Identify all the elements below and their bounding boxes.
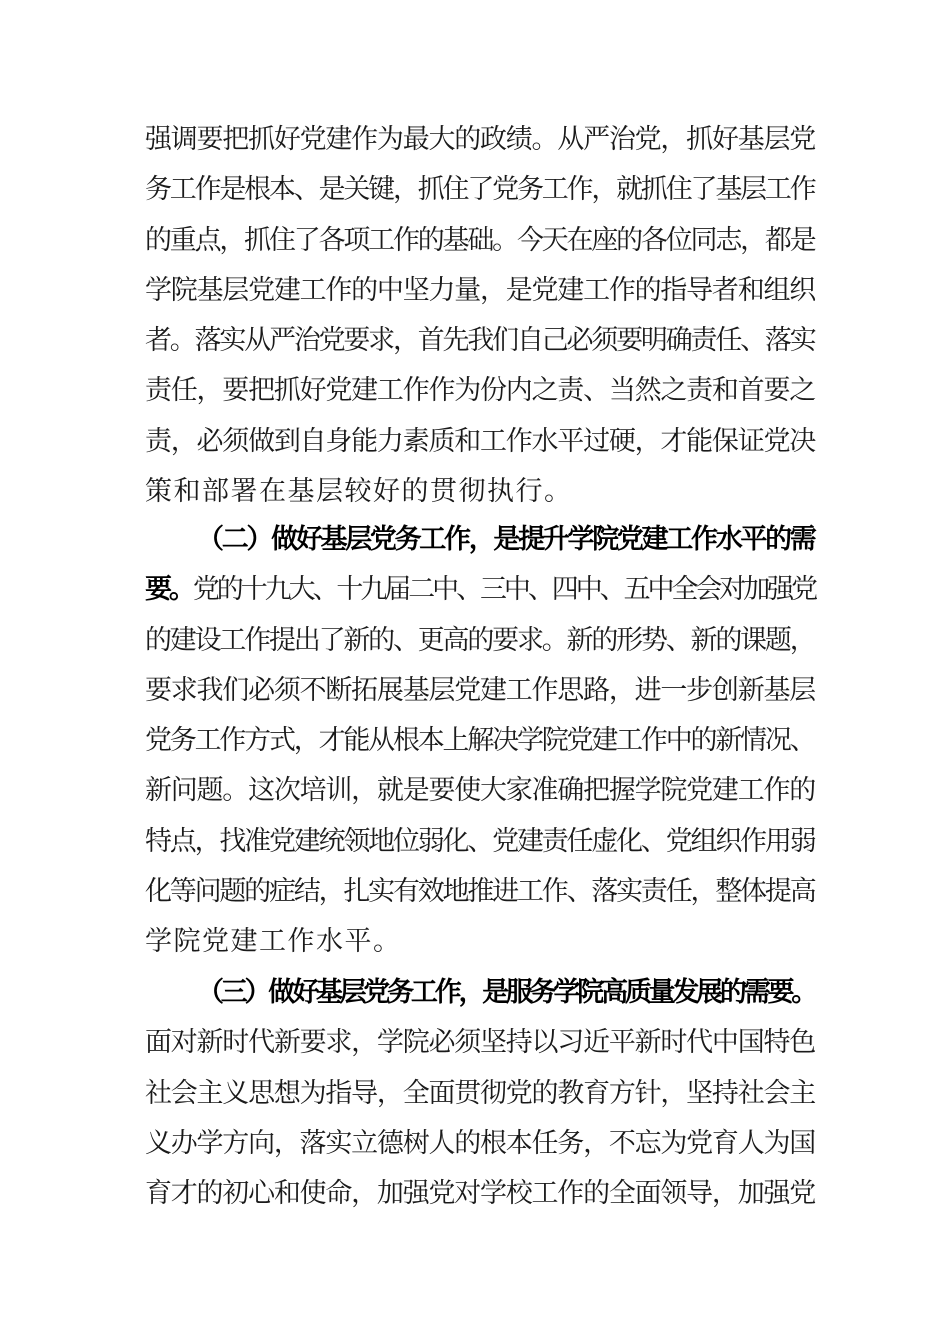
text-line: 学院基层党建工作的中坚力量，是党建工作的指导者和组织 [145, 274, 815, 306]
text-line: 责，必须做到自身能力素质和工作水平过硬，才能保证党决 [145, 425, 815, 457]
text-line: 的重点，抓住了各项工作的基础。今天在座的各位同志，都是 [145, 224, 815, 256]
text-line: 党务工作方式，才能从根本上解决学院党建工作中的新情况、 [145, 725, 815, 757]
text-line: 强调要把抓好党建作为最大的政绩。从严治党，抓好基层党 [145, 124, 815, 155]
text-line: 学院党建工作水平。 [145, 926, 402, 958]
text-line: 化等问题的症结，扎实有效地推进工作、落实责任，整体提高 [145, 876, 815, 908]
text-line: 义办学方向，落实立德树人的根本任务，不忘为党育人为国 [145, 1127, 815, 1159]
paragraph-2 [145, 515, 815, 968]
paragraph-3 [145, 968, 815, 1219]
text-line: 特点，找准党建统领地位弱化、党建责任虚化、党组织作用弱 [145, 825, 815, 857]
text-line [145, 565, 815, 615]
text-line: 新问题。这次培训，就是要使大家准确把握学院党建工作的 [145, 775, 815, 807]
text-line: 者。落实从严治党要求，首先我们自己必须要明确责任、落实 [145, 325, 815, 357]
text-line: 要求我们必须不断拓展基层党建工作思路，进一步创新基层 [145, 674, 815, 706]
text-line: 的建设工作提出了新的、更高的要求。新的形势、新的课题， [145, 624, 815, 656]
text-line: 策和部署在基层较好的贯彻执行。 [145, 476, 573, 508]
text-line: 社会主义思想为指导，全面贯彻党的教育方针，坚持社会主 [145, 1077, 815, 1109]
text-line: 务工作是根本、是关键，抓住了党务工作，就抓住了基层工作 [145, 174, 815, 206]
text-run: 党的十九大、十九届二中、三中、四中、五中全会对加强党 [192, 574, 816, 606]
text-line: 责任，要把抓好党建工作作为份内之责、当然之责和首要之 [145, 375, 815, 407]
text-line: 育才的初心和使命，加强党对学校工作的全面领导，加强党 [145, 1178, 815, 1210]
section-heading-3: （三）做好基层党务工作，是服务学院高质量发展的需要。 [197, 977, 815, 1008]
section-heading-2: （二）做好基层党务工作，是提升学院党建工作水平的需 [197, 524, 815, 555]
text-line: 面对新时代新要求，学院必须坚持以习近平新时代中国特色 [145, 1027, 815, 1059]
section-heading-2-end: 要。 [145, 574, 193, 606]
paragraph-1 [145, 115, 815, 517]
